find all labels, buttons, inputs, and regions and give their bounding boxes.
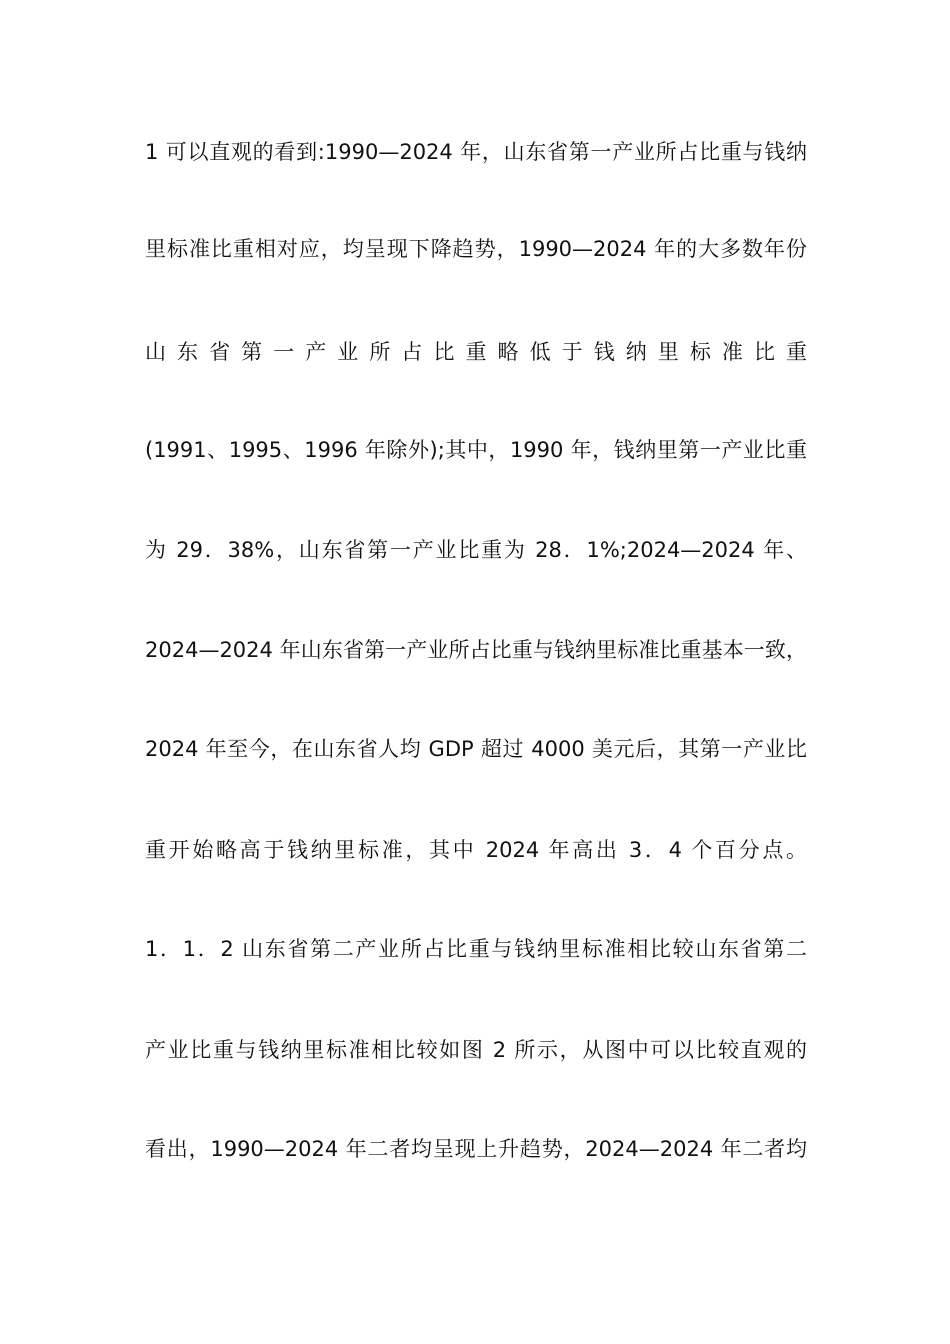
body-text-line: 产业比重与钱纳里标准相比较如图 2 所示，从图中可以比较直观的 <box>145 1038 807 1062</box>
body-text-line: 2024—2024 年山东省第一产业所占比重与钱纳里标准比重基本一致， <box>145 638 807 662</box>
section-heading-line: 1．1．2 山东省第二产业所占比重与钱纳里标准相比较山东省第二 <box>145 937 807 961</box>
body-text-line: 重开始略高于钱纳里标准，其中 2024 年高出 3．4 个百分点。 <box>145 838 807 862</box>
body-text-line: 2024 年至今，在山东省人均 GDP 超过 4000 美元后，其第一产业比 <box>145 737 807 761</box>
body-text-line: 为 29．38%，山东省第一产业比重为 28．1%;2024—2024 年、 <box>145 538 807 562</box>
body-text-line: 里标准比重相对应，均呈现下降趋势，1990—2024 年的大多数年份 <box>145 237 807 261</box>
body-text-line: 山 东 省 第 一 产 业 所 占 比 重 略 低 于 钱 纳 里 标 准 比 重 <box>145 340 807 364</box>
body-text-line: 1 可以直观的看到:1990—2024 年，山东省第一产业所占比重与钱纳 <box>145 140 807 164</box>
body-text-line: (1991、1995、1996 年除外);其中，1990 年，钱纳里第一产业比重 <box>145 438 807 462</box>
body-text-line: 看出，1990—2024 年二者均呈现上升趋势，2024—2024 年二者均 <box>145 1137 807 1161</box>
